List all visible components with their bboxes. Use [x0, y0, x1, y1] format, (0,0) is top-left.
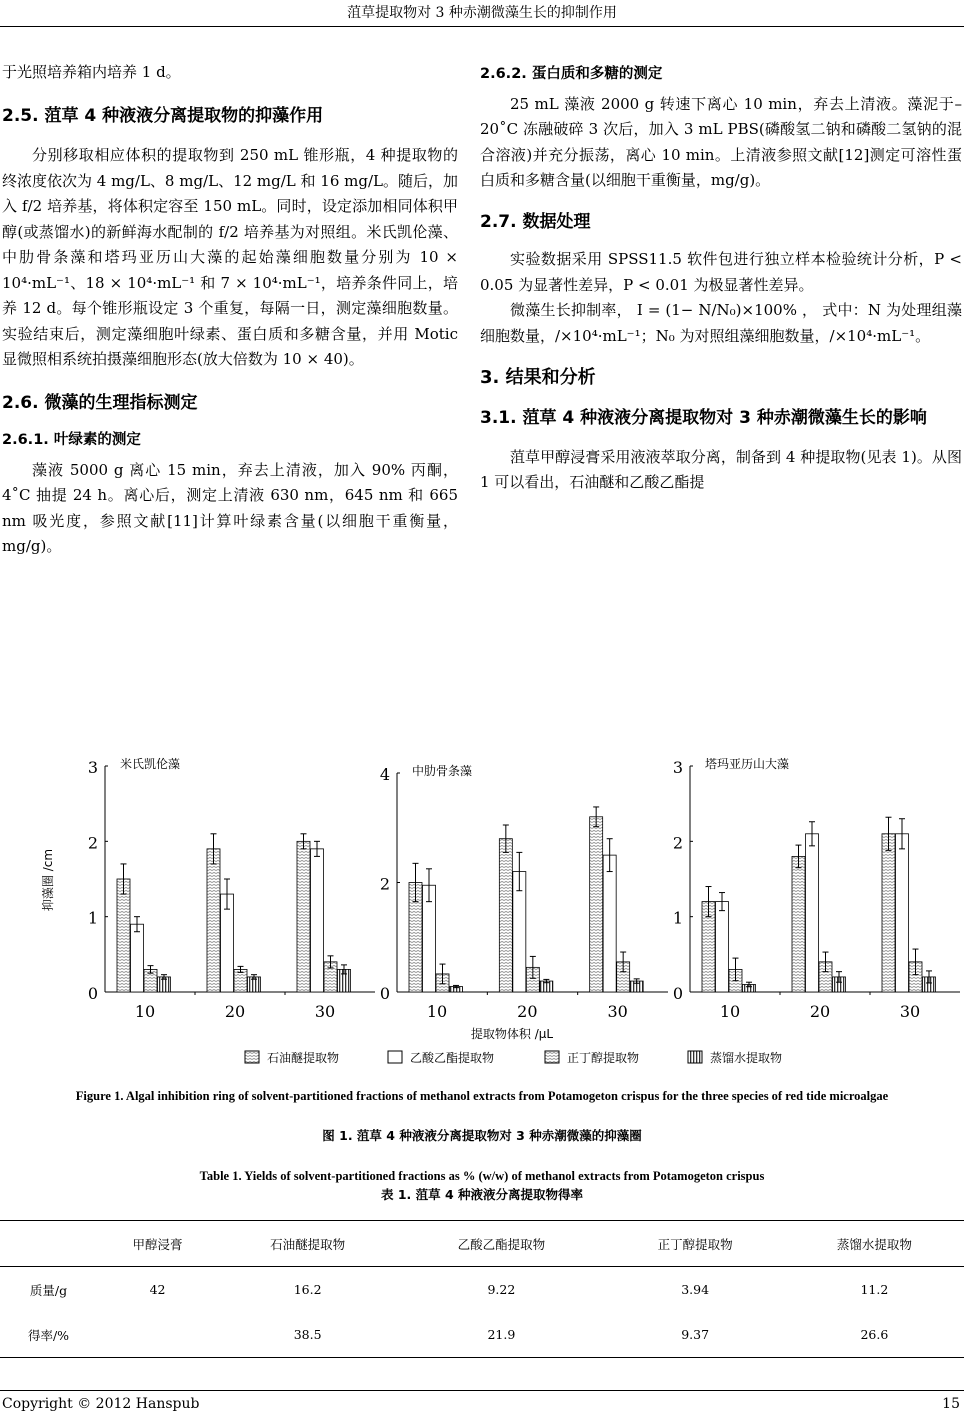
y-tick-label: 0 — [379, 984, 391, 1003]
x-axis-label: 提取物体积 /μL — [470, 1027, 554, 1041]
bar — [207, 849, 220, 992]
x-tick-label: 10 — [134, 1002, 156, 1021]
table-cell: 质量/g — [29, 1282, 68, 1298]
column-header: 乙酸乙酯提取物 — [457, 1236, 546, 1252]
section-heading: 2.7. 数据处理 — [480, 211, 591, 232]
paragraph: 25 mL 藻液 2000 g 转速下离心 10 min，弃去上清液。藻泥于–20˚C 冻融破碎 3 次后，加入 3 mL PBS(磷酸氢二钠和磷酸二氢钠的混合溶液)并充分振荡，离心 10 min。上清液参照文献[12]测定可溶性蛋白质和多糖含量(以细胞干重衡量，mg/g)。 — [480, 94, 962, 189]
bar — [716, 902, 729, 992]
column-header: 蒸馏水提取物 — [836, 1236, 912, 1252]
y-tick-label: 2 — [379, 874, 391, 894]
x-tick-label: 20 — [224, 1002, 246, 1021]
section-heading: 3. 结果和分析 — [480, 367, 596, 388]
figure-caption-en: Figure 1. Algal inhibition ring of solvent-partitioned fractions of methanol extracts from Potamogeton crispus for the three species of red tide microalgae — [75, 1089, 889, 1103]
table-cell: 38.5 — [293, 1327, 322, 1342]
x-tick-label: 20 — [517, 1002, 538, 1021]
y-tick-label: 4 — [379, 765, 391, 784]
bar — [297, 841, 310, 992]
column-header — [0, 1221, 97, 1267]
paragraph: 藻液 5000 g 离心 15 min，弃去上清液，加入 90% 丙酮，4˚C 抽提 24 h。离心后，测定上清液 630 nm，645 nm 和 665 nm 吸光度，参照文献[11]计算叶绿素含量(以细胞干重衡量，mg/g)。 — [2, 460, 458, 555]
column-header: 正丁醇提取物 — [657, 1236, 733, 1252]
section-heading: 3.1. 菹草 4 种液液分离提取物对 3 种赤潮微藻生长的影响 — [480, 407, 927, 428]
paragraph: 菹草甲醇浸膏采用液液萃取分离，制备到 4 种提取物(见表 1)。从图 1 可以看出，石油醚和乙酸乙酯提 — [480, 447, 962, 491]
header-rule — [0, 26, 964, 27]
subsection-heading: 2.6.1. 叶绿素的测定 — [2, 432, 141, 448]
column-header: 石油醚提取物 — [270, 1236, 346, 1252]
footer-rule — [0, 1390, 964, 1391]
legend-swatch — [388, 1051, 402, 1063]
running-head: 菹草提取物对 3 种赤潮微藻生长的抑制作用 — [347, 5, 617, 21]
table-cell: 11.2 — [860, 1282, 889, 1297]
table-cell: 21.9 — [487, 1327, 516, 1342]
y-tick-label: 3 — [87, 758, 99, 777]
right-column — [480, 62, 962, 496]
paragraph: 分别移取相应体积的提取物到 250 mL 锥形瓶，4 种提取物的终浓度依次为 4 mg/L、8 mg/L、12 mg/L 和 16 mg/L。随后，加入 f/2 培养基，将体积定容至 150 mL。同时，设定添加相同体积甲醇(或蒸馏水)的新鲜海水配制的 f/2 培养基为对照组。米氏凯伦藻、中肋骨条藻和塔玛亚历山大藻的起始藻细胞数量分别为 10 × 10⁴·mL⁻¹、18 × 10⁴·mL⁻¹ 和 7 × 10⁴·mL⁻¹，培养条件同上，培养 12 d。每个锥形瓶设定 3 个重复，每隔一日，测定藻细胞数量。实验结束后，测定藻细胞叶绿素、蛋白质和多糖含量，并用 Motic 显微照相系统拍摄藻细胞形态(放大倍数为 10 × 40)。 — [2, 146, 459, 368]
bar — [590, 817, 603, 992]
yield-table — [0, 1221, 964, 1358]
table-caption-en: Table 1. Yields of solvent-partitioned fractions as % (w/w) of methanol extracts from Potamogeton crispus — [199, 1169, 765, 1183]
paragraph: 微藻生长抑制率， I = (1− N/N₀)×100% ， 式中：N 为处理组藻细胞数量，/×10⁴·mL⁻¹；N₀ 为对照组藻细胞数量，/×10⁴·mL⁻¹。 — [480, 301, 962, 345]
copyright: Copyright © 2012 Hanspub — [2, 1396, 200, 1412]
x-tick-label: 30 — [314, 1002, 336, 1021]
left-column — [2, 60, 458, 560]
table-cell: 得率/% — [27, 1327, 70, 1343]
y-tick-label: 2 — [672, 833, 684, 853]
bar — [499, 839, 512, 992]
bar — [806, 834, 819, 992]
x-tick-label: 30 — [899, 1002, 921, 1021]
y-axis-label: 抑藻圈 /cm — [41, 848, 55, 912]
y-tick-label: 2 — [87, 833, 99, 853]
x-tick-label: 20 — [809, 1002, 831, 1021]
legend-label: 蒸馏水提取物 — [710, 1051, 783, 1065]
table-cell: 26.6 — [860, 1327, 889, 1342]
bar — [603, 855, 616, 992]
table-cell: 9.22 — [487, 1282, 516, 1297]
table-row — [0, 1267, 964, 1313]
legend-label: 石油醚提取物 — [267, 1051, 340, 1065]
legend-swatch — [688, 1051, 702, 1063]
panel-title: 塔玛亚历山大藻 — [705, 757, 790, 771]
table-cell: 16.2 — [293, 1282, 322, 1297]
page-number: 15 — [942, 1396, 960, 1412]
x-tick-label: 10 — [719, 1002, 741, 1021]
bar — [882, 834, 895, 992]
bar — [311, 849, 324, 992]
bar — [896, 834, 909, 992]
y-tick-label: 0 — [672, 984, 684, 1003]
subsection-heading: 2.6.2. 蛋白质和多糖的测定 — [480, 66, 663, 82]
table-cell: 9.37 — [681, 1327, 710, 1342]
y-tick-label: 3 — [672, 758, 684, 777]
figure-caption-cn: 图 1. 菹草 4 种液液分离提取物对 3 种赤潮微藻的抑藻圈 — [322, 1128, 642, 1143]
legend-swatch — [245, 1051, 259, 1063]
table-cell: 3.94 — [681, 1282, 710, 1297]
y-tick-label: 0 — [87, 984, 99, 1003]
figure-1-chart — [0, 725, 964, 1075]
section-heading: 2.6. 微藻的生理指标测定 — [2, 392, 198, 413]
table-cell: 42 — [149, 1282, 166, 1297]
paragraph: 于光照培养箱内培养 1 d。 — [2, 63, 181, 81]
bar — [131, 924, 144, 992]
bar — [792, 856, 805, 992]
table-caption-cn: 表 1. 菹草 4 种液液分离提取物得率 — [380, 1187, 584, 1202]
x-tick-label: 10 — [426, 1002, 448, 1021]
paragraph: 实验数据采用 SPSS11.5 软件包进行独立样本检验统计分析，P < 0.05 为显著性差异，P < 0.01 为极显著性差异。 — [480, 250, 962, 294]
section-heading: 2.5. 菹草 4 种液液分离提取物的抑藻作用 — [2, 105, 324, 126]
panel-title: 米氏凯伦藻 — [120, 757, 181, 771]
panel-title: 中肋骨条藻 — [412, 764, 473, 778]
legend-swatch — [545, 1051, 559, 1063]
legend-label: 乙酸乙酯提取物 — [410, 1051, 495, 1065]
y-tick-label: 1 — [672, 908, 684, 928]
bar — [117, 879, 130, 992]
y-tick-label: 1 — [87, 908, 99, 928]
x-tick-label: 30 — [607, 1002, 628, 1021]
legend-label: 正丁醇提取物 — [567, 1051, 640, 1065]
column-header: 甲醇浸膏 — [132, 1236, 183, 1252]
table-row — [0, 1312, 964, 1358]
table-cell — [97, 1312, 218, 1358]
table-header-row — [0, 1221, 964, 1267]
